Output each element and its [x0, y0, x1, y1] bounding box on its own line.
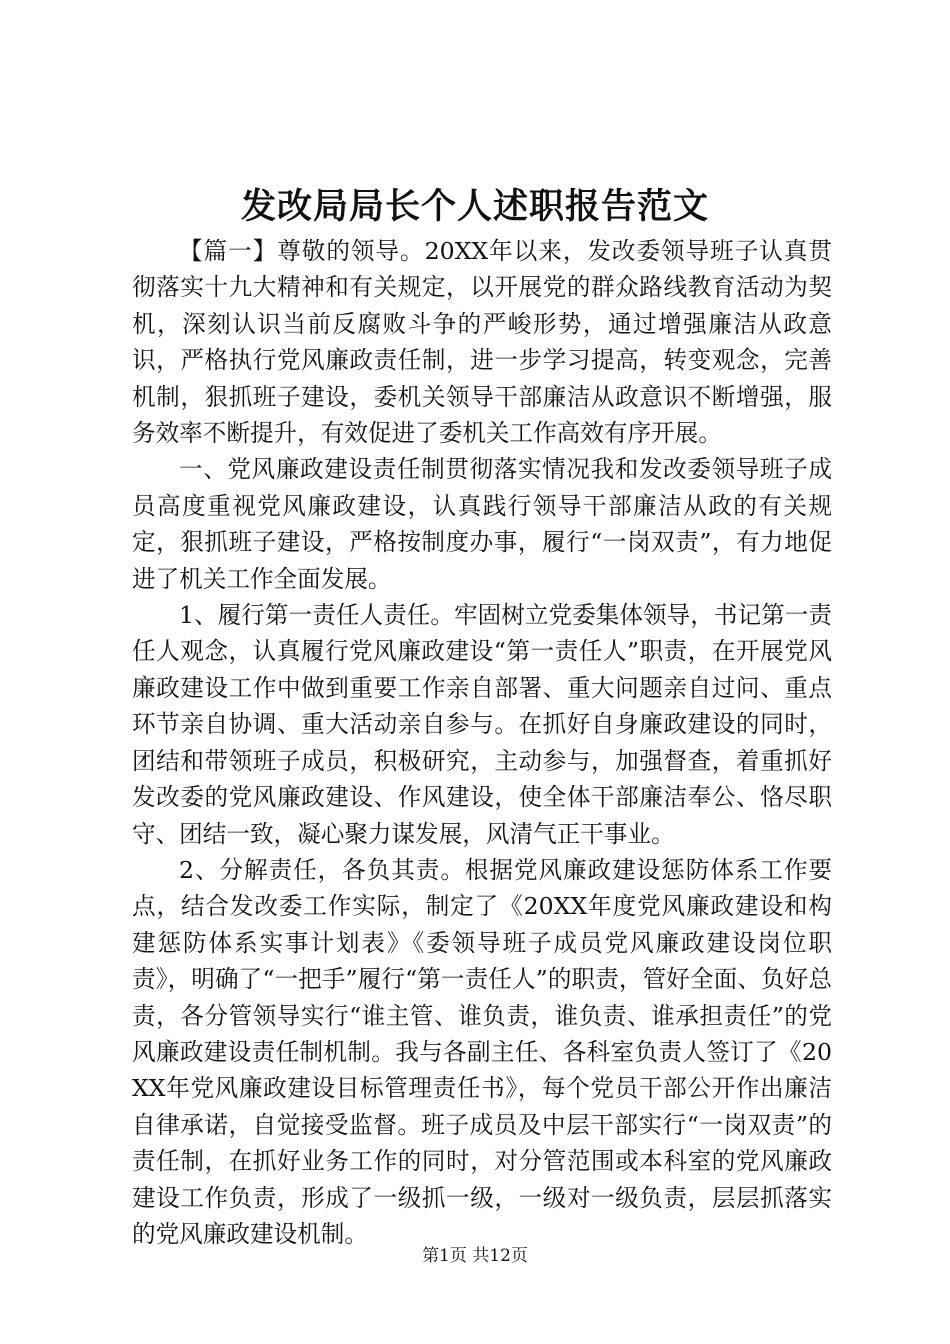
document-body	[132, 233, 832, 1252]
paragraph-item-two: 2、分解责任，各负其责。根据党风廉政建设惩防体系工作要点，结合发改委工作实际，制定了《20XX年度党风廉政建设和构建惩防体系实事计划表》《委领导班子成员党风廉政建设岗位职责》，明确了“一把手”履行“第一责任人”的职责，管好全面、负好总责，各分管领导实行“谁主管、谁负责，谁负责、谁承担责任”的党风廉政建设责任制机制。我与各副主任、各科室负责人签订了《20XX年党风廉政建设目标管理责任书》，每个党员干部公开作出廉洁自律承诺，自觉接受监督。班子成员及中层干部实行“一岗双责”的责任制，在抓好业务工作的同时，对分管范围或本科室的党风廉政建设工作负责，形成了一级抓一级，一级对一级负责，层层抓落实的党风廉政建设机制。	[132, 855, 832, 1248]
page-footer: 第1页 共12页	[422, 1246, 528, 1266]
paragraph-section-one: 一、党风廉政建设责任制贯彻落实情况我和发改委领导班子成员高度重视党风廉政建设，认真践行领导干部廉洁从政的有关规定，狠抓班子建设，严格按制度办事，履行“一岗双责”，有力地促进了机关工作全面发展。	[132, 455, 832, 593]
paragraph-intro: 【篇一】尊敬的领导。20XX年以来，发改委领导班子认真贯彻落实十九大精神和有关规定，以开展党的群众路线教育活动为契机，深刻认识当前反腐败斗争的严峻形势，通过增强廉洁从政意识，严格执行党风廉政责任制，进一步学习提高，转变观念，完善机制，狠抓班子建设，委机关领导干部廉洁从政意识不断增强，服务效率不断提升，有效促进了委机关工作高效有序开展。	[132, 237, 832, 448]
document-title: 发改局局长个人述职报告范文	[240, 186, 709, 227]
paragraph-item-one: 1、履行第一责任人责任。牢固树立党委集体领导，书记第一责任人观念，认真履行党风廉政建设“第一责任人”职责，在开展党风廉政建设工作中做到重要工作亲自部署、重大问题亲自过问、重点环节亲自协调、重大活动亲自参与。在抓好自身廉政建设的同时，团结和带领班子成员，积极研究，主动参与，加强督查，着重抓好发改委的党风廉政建设、作风建设，使全体干部廉洁奉公、恪尽职守、团结一致，凝心聚力谋发展，风清气正干事业。	[132, 601, 832, 848]
